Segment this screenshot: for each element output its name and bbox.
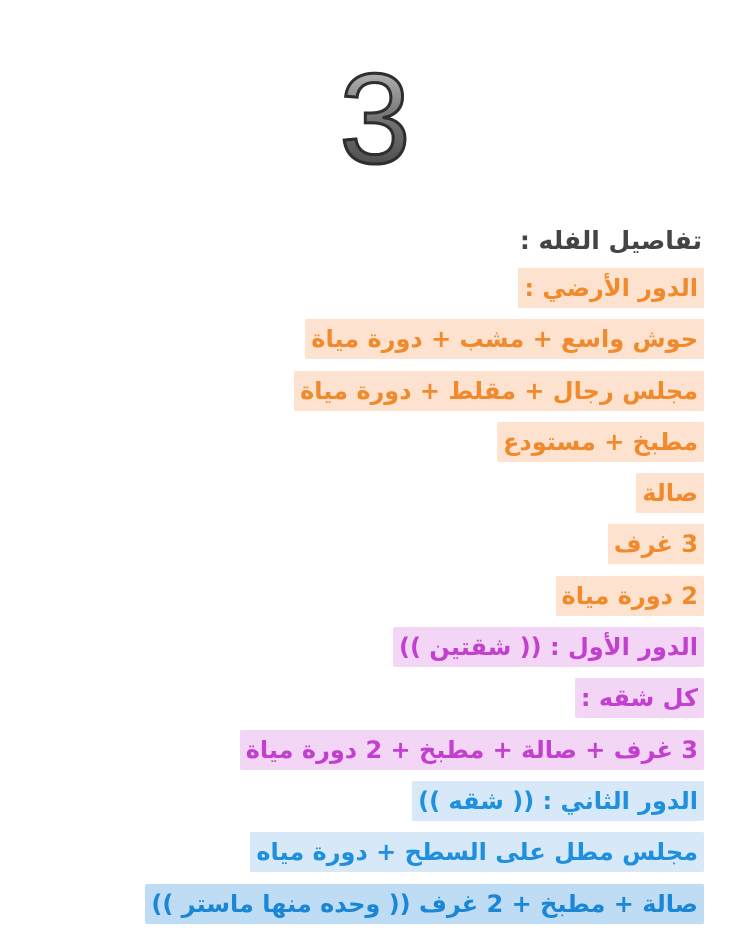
ground-floor-line-kitchen: مطبخ + مستودع [497,422,704,462]
ground-floor-line-majlis: مجلس رجال + مقلط + دورة مياة [294,371,704,411]
second-floor-title: الدور الثاني : (( شقه )) [412,781,704,821]
first-floor-line-rooms: 3 غرف + صالة + مطبخ + 2 دورة مياة [240,730,704,770]
ground-floor-line-bathrooms: 2 دورة مياة [556,576,704,616]
second-floor-line-rooms: صالة + مطبخ + 2 غرف (( وحده منها ماستر )) [145,884,704,924]
ground-floor-title: الدور الأرضي : [518,268,704,308]
ground-floor-line-hall: صالة [636,473,704,513]
ground-floor-line-yard: حوش واسع + مشب + دورة مياة [305,319,704,359]
details-heading: تفاصيل الفله : [519,226,702,255]
first-floor-title: الدور الأول : (( شقتين )) [393,627,704,667]
second-floor-line-majlis: مجلس مطل على السطح + دورة مياه [250,832,704,872]
villa-details [150,222,704,935]
ground-floor-line-rooms: 3 غرف [608,524,704,564]
first-floor-line-each-apartment: كل شقه : [575,678,704,718]
section-number: 3 [0,50,750,190]
